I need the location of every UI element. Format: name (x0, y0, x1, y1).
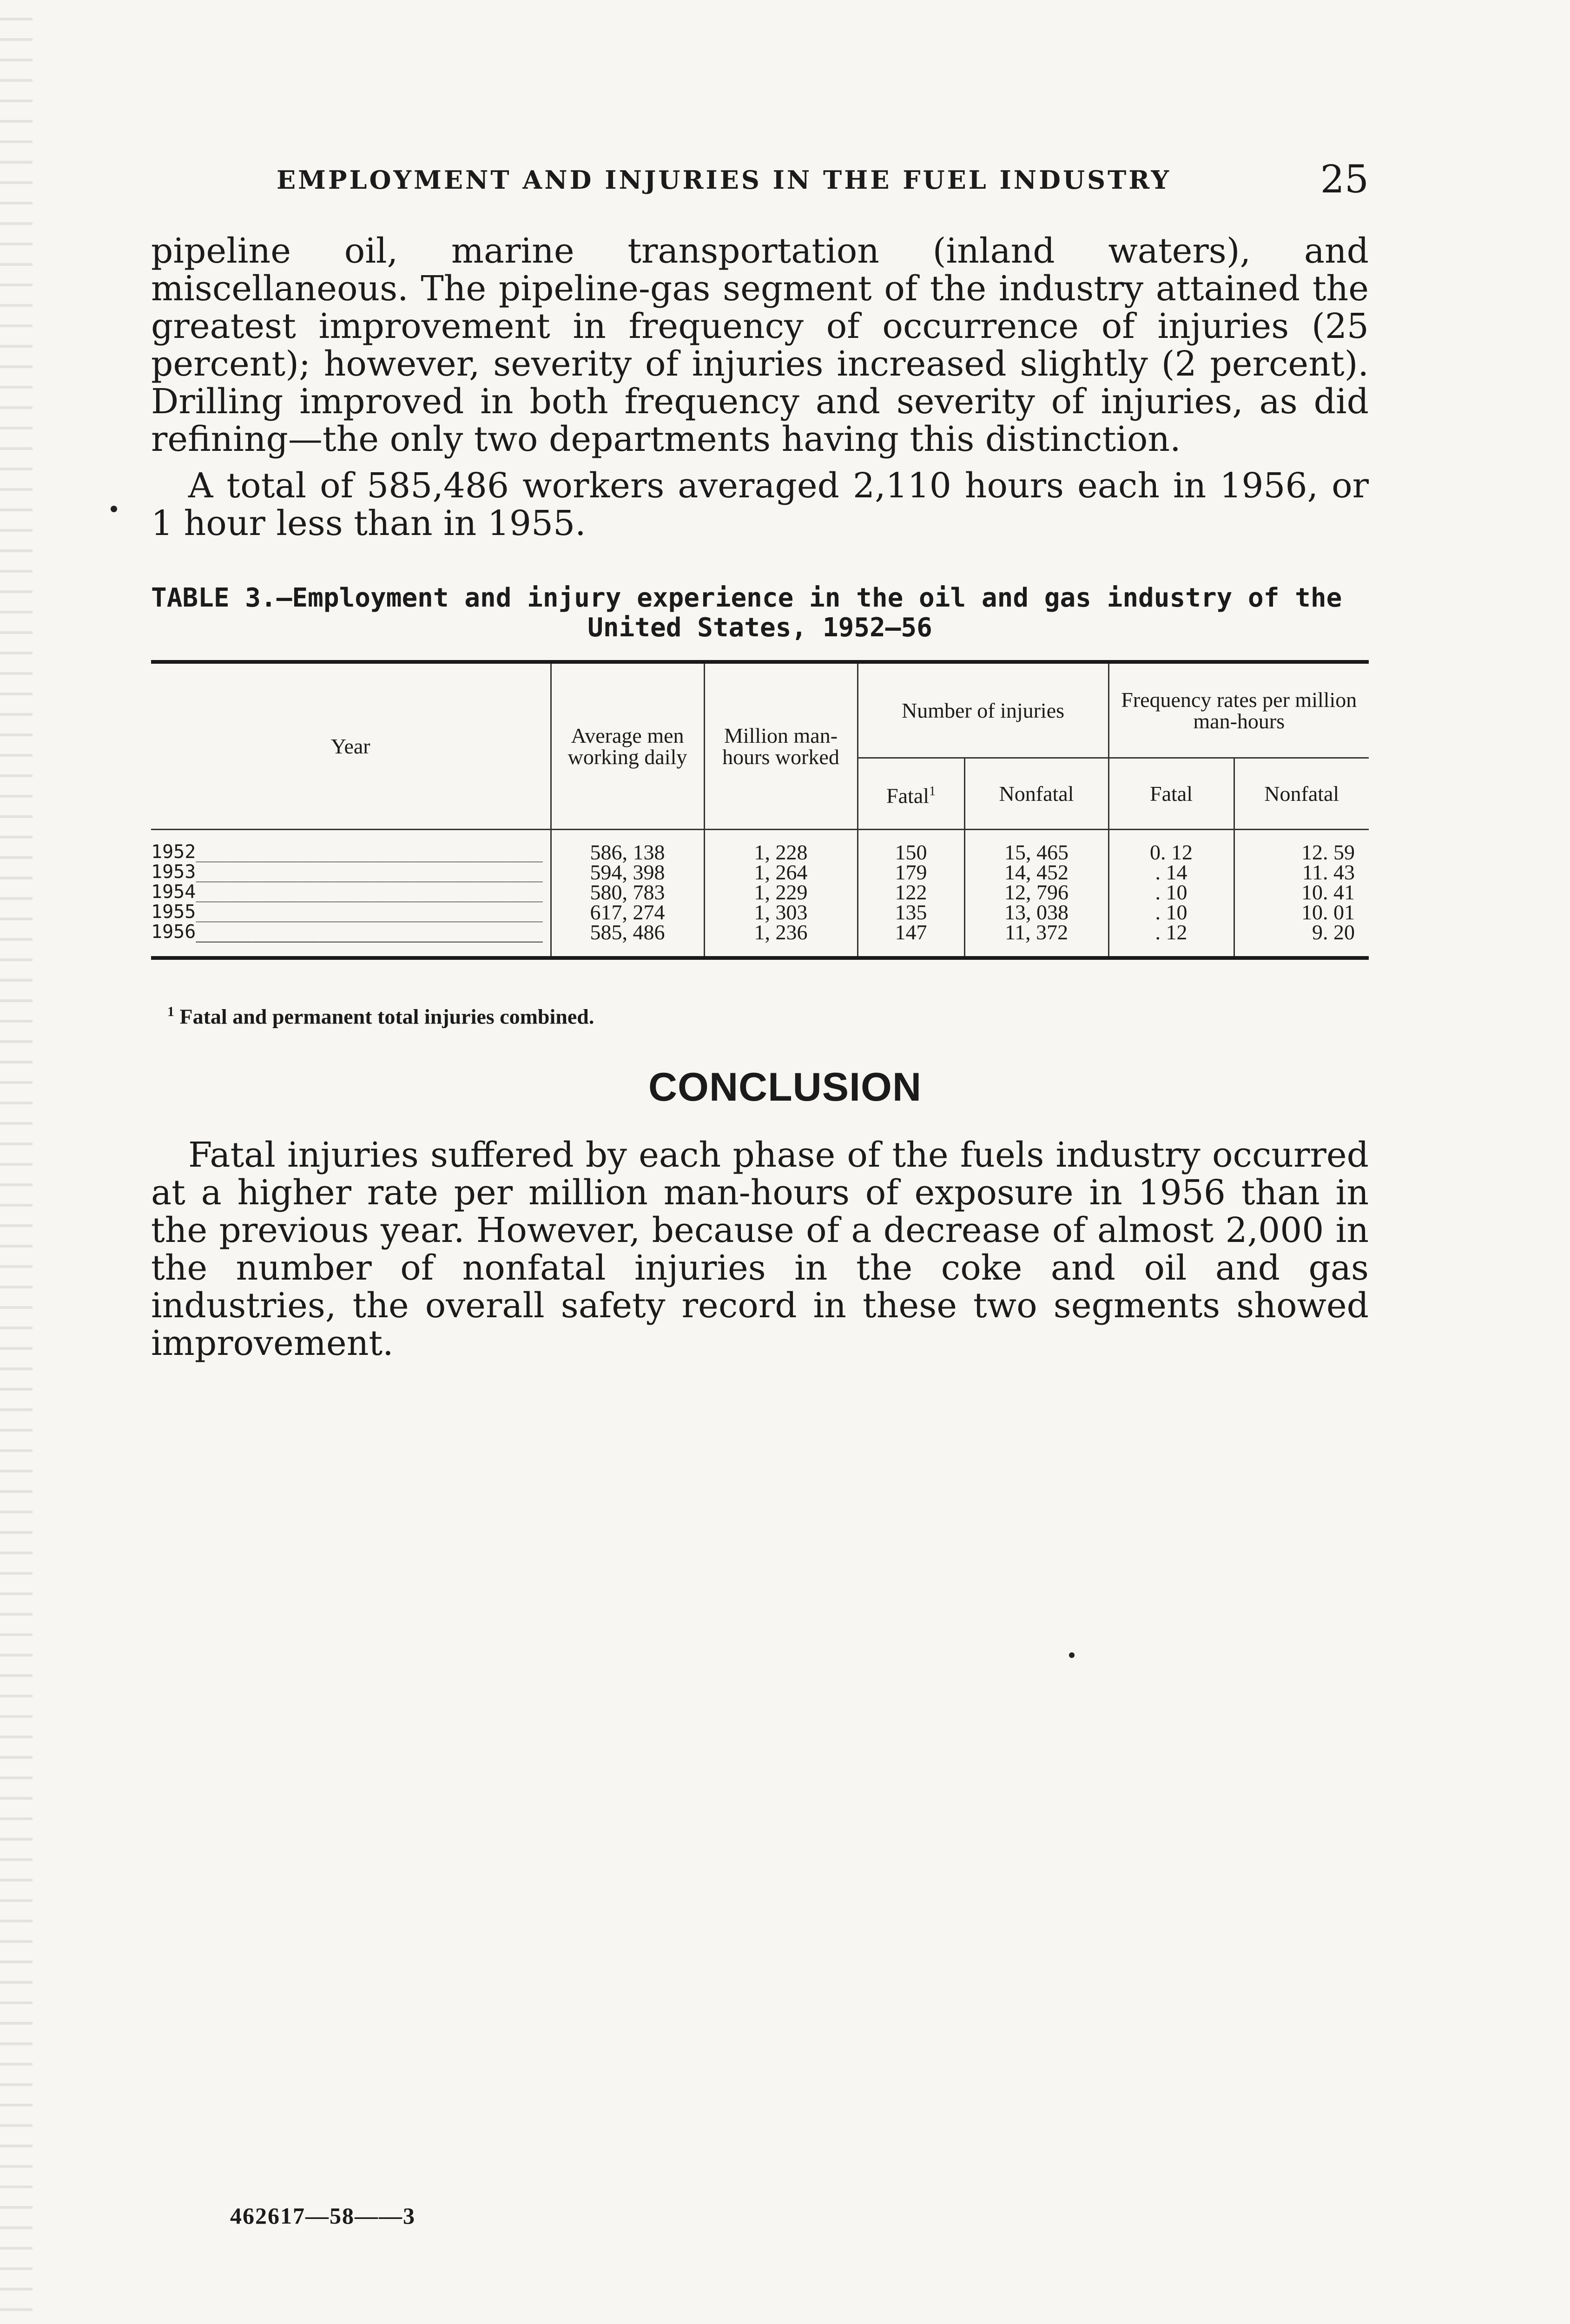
cell-year-value: 1954 (151, 882, 196, 902)
cell-freq-nonfatal: 10. 01 (1234, 902, 1369, 922)
cell-nonfatal: 13, 038 (964, 902, 1108, 922)
cell-year: 1953_______________________________ (151, 862, 543, 882)
table-caption-line-2: United States, 1952–56 (587, 613, 932, 643)
running-title: EMPLOYMENT AND INJURIES IN THE FUEL INDUSTRY (277, 165, 1172, 195)
stray-dot-mark (1069, 1652, 1075, 1658)
cell-nonfatal: 11, 372 (964, 922, 1108, 958)
cell-year-value: 1956 (151, 922, 196, 943)
table-header-row-1 (151, 662, 1369, 758)
page-number: 25 (1320, 158, 1369, 202)
cell-nonfatal: 12, 796 (964, 882, 1108, 902)
cell-fatal: 150 (858, 830, 964, 863)
scan-margin-artifact (0, 0, 33, 2324)
table-footnote (167, 1004, 594, 1029)
header-fatal-footnote-mark: 1 (929, 784, 936, 799)
cell-year: 1955_______________________________ (151, 902, 543, 922)
cell-year-value: 1952 (151, 841, 196, 862)
header-man-hours: Million man-hours worked (704, 662, 858, 830)
cell-year: 1956_______________________________ (151, 922, 551, 958)
cell-freq-nonfatal: 11. 43 (1234, 862, 1369, 882)
paragraph-2-text: A total of 585,486 workers averaged 2,110 hours each in 1956, or 1 hour less than in 1955. (151, 466, 1369, 543)
cell-year: 1952_______________________________ (151, 841, 543, 862)
cell-nonfatal: 14, 452 (964, 862, 1108, 882)
cell-year-value: 1955 (151, 902, 196, 922)
header-freq-nonfatal: Nonfatal (1234, 758, 1369, 830)
cell-man-hours: 1, 303 (704, 902, 858, 922)
cell-fatal: 135 (858, 902, 964, 922)
table-row (151, 862, 1369, 882)
cell-nonfatal: 15, 465 (964, 830, 1108, 863)
cell-year: 1954_______________________________ (151, 882, 543, 902)
cell-freq-fatal: . 14 (1108, 862, 1234, 882)
cell-average-men: 586, 138 (551, 830, 704, 863)
injury-table (151, 660, 1369, 960)
cell-average-men: 594, 398 (551, 862, 704, 882)
cell-freq-fatal: . 12 (1108, 922, 1234, 958)
table-caption (151, 583, 1369, 643)
cell-freq-fatal: . 10 (1108, 882, 1234, 902)
table-row (151, 830, 1369, 863)
paragraph-1 (151, 232, 1369, 458)
header-frequency-rates: Frequency rates per million man-hours (1108, 662, 1369, 758)
cell-fatal: 179 (858, 862, 964, 882)
cell-average-men: 580, 783 (551, 882, 704, 902)
cell-fatal: 147 (858, 922, 964, 958)
paragraph-conclusion (151, 1136, 1369, 1362)
header-average-men: Average men working daily (551, 662, 704, 830)
cell-man-hours: 1, 264 (704, 862, 858, 882)
header-fatal-label: Fatal (886, 784, 929, 808)
cell-fatal: 122 (858, 882, 964, 902)
cell-man-hours: 1, 229 (704, 882, 858, 902)
table-row (151, 882, 1369, 902)
header-nonfatal: Nonfatal (964, 758, 1108, 830)
cell-freq-nonfatal: 12. 59 (1234, 830, 1369, 863)
paragraph-conclusion-text: Fatal injuries suffered by each phase of the fuels industry occurred at a higher rate per million man-hours of exposure in 1956 than in the previous year. However, because of a decrease of almost 2,000 in the number of nonfatal injuries in the coke and oil and gas industries, the overall safety record in these two segments showed improvement. (151, 1135, 1369, 1363)
cell-freq-fatal: 0. 12 (1108, 830, 1234, 863)
printer-code: 462617—58——3 (230, 2203, 416, 2229)
header-year: Year (151, 662, 551, 830)
cell-man-hours: 1, 228 (704, 830, 858, 863)
table-row (151, 922, 1369, 958)
margin-dot-mark (111, 506, 117, 512)
footnote-mark: 1 (167, 1004, 174, 1019)
cell-freq-nonfatal: 9. 20 (1234, 922, 1369, 958)
cell-average-men: 585, 486 (551, 922, 704, 958)
paragraph-1-text: pipeline oil, marine transportation (inland waters), and miscellaneous. The pipeline-gas segment of the industry attained the greatest improvement in frequency of occurrence of injuries (25 percent); however, severity of injuries increased slightly (2 percent). Drilling improved in both frequency and severity of injuries, as did refining—the only two departments having this distinction. (151, 231, 1369, 459)
paragraph-2 (151, 467, 1369, 542)
cell-year-value: 1953 (151, 862, 196, 882)
header-number-of-injuries: Number of injuries (858, 662, 1108, 758)
header-fatal (858, 758, 964, 830)
cell-average-men: 617, 274 (551, 902, 704, 922)
table-caption-line-1: TABLE 3.—Employment and injury experience in the oil and gas industry of the (151, 583, 1342, 613)
section-heading-conclusion: CONCLUSION (648, 1065, 922, 1109)
cell-man-hours: 1, 236 (704, 922, 858, 958)
cell-freq-fatal: . 10 (1108, 902, 1234, 922)
cell-freq-nonfatal: 10. 41 (1234, 882, 1369, 902)
table-row (151, 902, 1369, 922)
footnote-text: Fatal and permanent total injuries combined. (179, 1004, 594, 1029)
running-head (277, 160, 1369, 202)
header-freq-fatal: Fatal (1108, 758, 1234, 830)
